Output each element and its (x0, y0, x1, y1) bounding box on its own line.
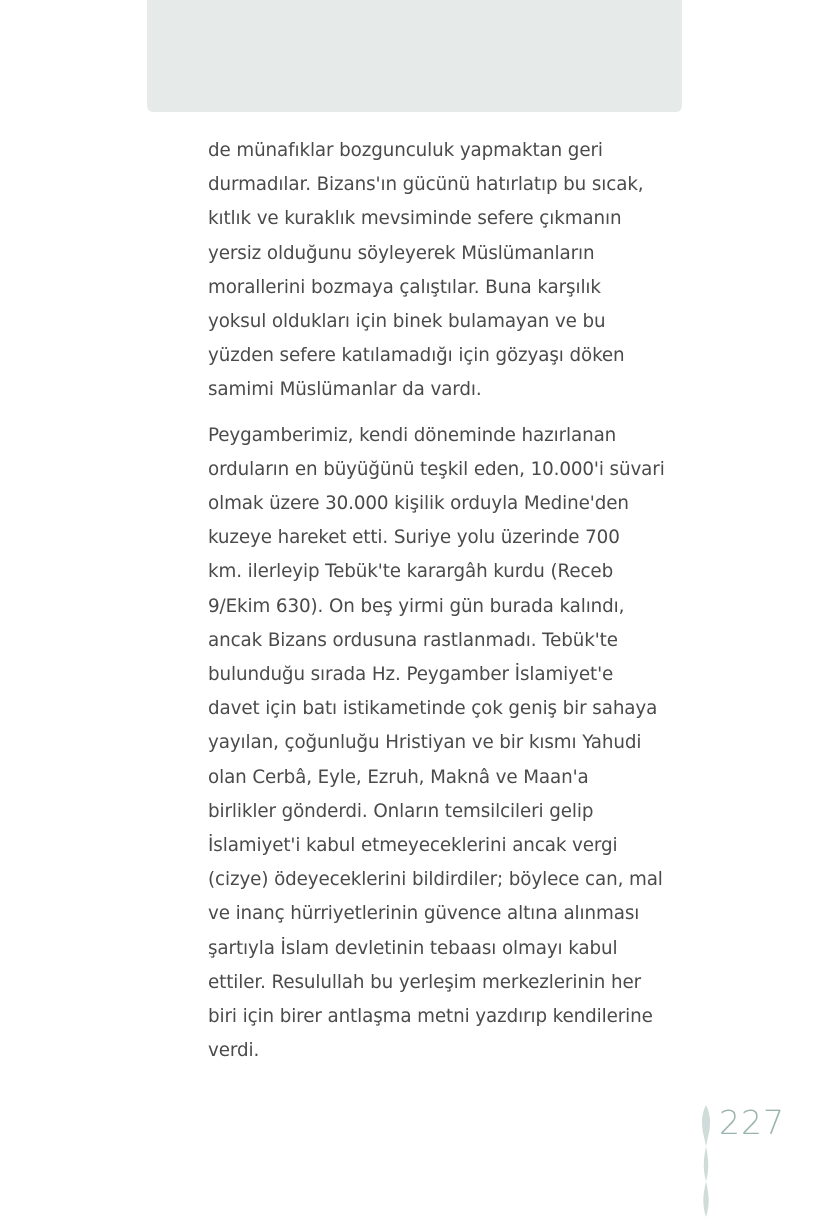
text-line: ve inanç hürriyetlerinin güvence altına alınması (208, 903, 640, 925)
paragraph (208, 419, 665, 1069)
page-number: 227 (719, 1103, 785, 1142)
text-line: (cizye) ödeyeceklerini bildirdiler; böylece can, mal (208, 869, 663, 891)
header-image-placeholder (147, 0, 682, 112)
text-line: verdi. (208, 1040, 260, 1062)
text-line: km. ilerleyip Tebük'te karargâh kurdu (Receb (208, 561, 614, 583)
text-line: yayılan, çoğunluğu Hristiyan ve bir kısmı Yahudi (208, 732, 642, 754)
text-line: davet için batı istikametinde çok geniş bir sahaya (208, 698, 658, 720)
text-line: bulunduğu sırada Hz. Peygamber İslamiyet'e (208, 664, 614, 686)
text-line: yersiz olduğunu söyleyerek Müslümanların (208, 242, 595, 264)
text-line: kıtlık ve kuraklık mevsiminde sefere çıkmanın (208, 208, 622, 230)
text-line: orduların en büyüğünü teşkil eden, 10.000'i süvari (208, 458, 665, 480)
text-line: de münafıklar bozgunculuk yapmaktan geri (208, 140, 603, 161)
text-line: ancak Bizans ordusuna rastlanmadı. Tebük'te (208, 629, 618, 651)
text-line: durmadılar. Bizans'ın gücünü hatırlatıp bu sıcak, (208, 174, 644, 196)
text-line: olan Cerbâ, Eyle, Ezruh, Maknâ ve Maan'a (208, 766, 589, 788)
text-line: şartıyla İslam devletinin tebaası olmayı kabul (208, 937, 618, 959)
text-line: olmak üzere 30.000 kişilik orduyla Medine'den (208, 493, 629, 515)
text-line: samimi Müslümanlar da vardı. (208, 379, 482, 401)
text-line: birlikler gönderdi. Onların temsilcileri gelip (208, 800, 594, 822)
text-line: İslamiyet'i kabul etmeyeceklerini ancak vergi (208, 835, 618, 857)
paragraph (208, 134, 648, 408)
text-line: yoksul oldukları için binek bulamayan ve bu (208, 311, 606, 333)
text-line: 9/Ekim 630). On beş yirmi gün burada kalındı, (208, 595, 625, 617)
text-line: ettiler. Resulullah bu yerleşim merkezlerinin her (208, 971, 642, 993)
text-line: Peygamberimiz, kendi döneminde hazırlanan (208, 424, 617, 446)
text-line: yüzden sefere katılamadığı için gözyaşı döken (208, 345, 625, 367)
text-line: morallerini bozmaya çalıştılar. Buna karşılık (208, 276, 601, 298)
body-text (208, 134, 665, 1068)
page-marker-ornament (696, 1105, 716, 1217)
text-line: biri için birer antlaşma metni yazdırıp kendilerine (208, 1006, 653, 1028)
text-line: kuzeye hareket etti. Suriye yolu üzerinde 700 (208, 527, 620, 549)
